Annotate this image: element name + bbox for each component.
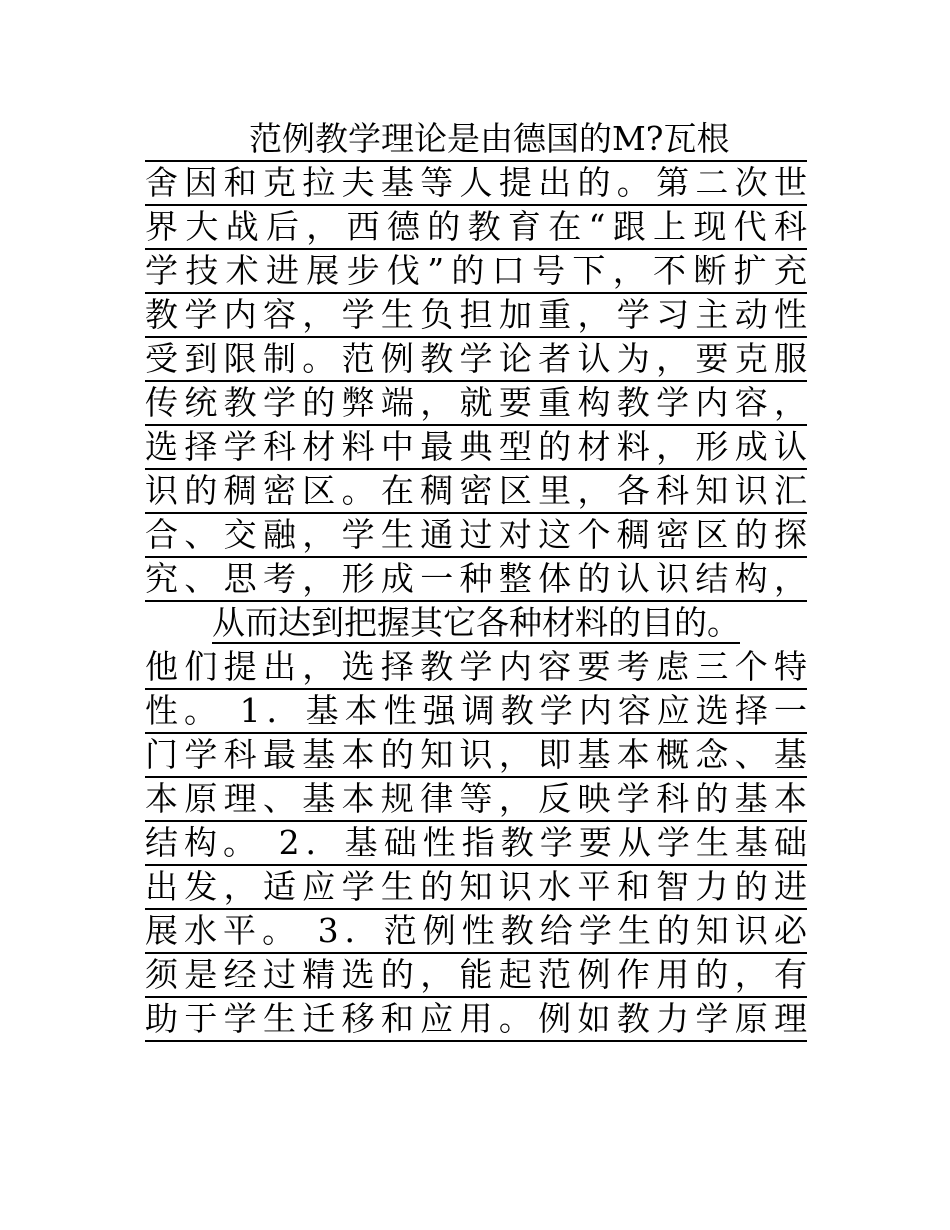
text-line: 性。 1．基本性强调教学内容应选择一 bbox=[145, 690, 807, 734]
text-line: 合、交融，学生通过对这个稠密区的探 bbox=[145, 514, 807, 558]
text-line: 他们提出，选择教学内容要考虑三个特 bbox=[145, 646, 807, 690]
text-line: 助于学生迁移和应用。例如教力学原理 bbox=[145, 998, 807, 1042]
text-line bbox=[145, 602, 807, 646]
text-line: 舍因和克拉夫基等人提出的。第二次世 bbox=[145, 162, 807, 206]
text-line: 选择学科材料中最典型的材料，形成认 bbox=[145, 426, 807, 470]
text-line: 门学科最基本的知识，即基本概念、基 bbox=[145, 734, 807, 778]
text-line: 传统教学的弊端，就要重构教学内容， bbox=[145, 382, 807, 426]
document-body bbox=[145, 118, 807, 1042]
text-line: 识的稠密区。在稠密区里，各科知识汇 bbox=[145, 470, 807, 514]
text-line: 本原理、基本规律等，反映学科的基本 bbox=[145, 778, 807, 822]
text-line: 教学内容，学生负担加重，学习主动性 bbox=[145, 294, 807, 338]
text-line: 界大战后，西德的教育在“跟上现代科 bbox=[145, 206, 807, 250]
text-line-content: 从而达到把握其它各种材料的目的。 bbox=[212, 603, 740, 642]
text-line: 受到限制。范例教学论者认为，要克服 bbox=[145, 338, 807, 382]
text-line: 究、思考，形成一种整体的认识结构， bbox=[145, 558, 807, 602]
text-line: 出发，适应学生的知识水平和智力的进 bbox=[145, 866, 807, 910]
text-line: 学技术进展步伐”的口号下，不断扩充 bbox=[145, 250, 807, 294]
text-line: 结构。 2．基础性指教学要从学生基础 bbox=[145, 822, 807, 866]
text-line: 范例教学理论是由德国的M?瓦根 bbox=[145, 118, 807, 162]
text-line: 展水平。 3．范例性教给学生的知识必 bbox=[145, 910, 807, 954]
text-line: 须是经过精选的，能起范例作用的，有 bbox=[145, 954, 807, 998]
